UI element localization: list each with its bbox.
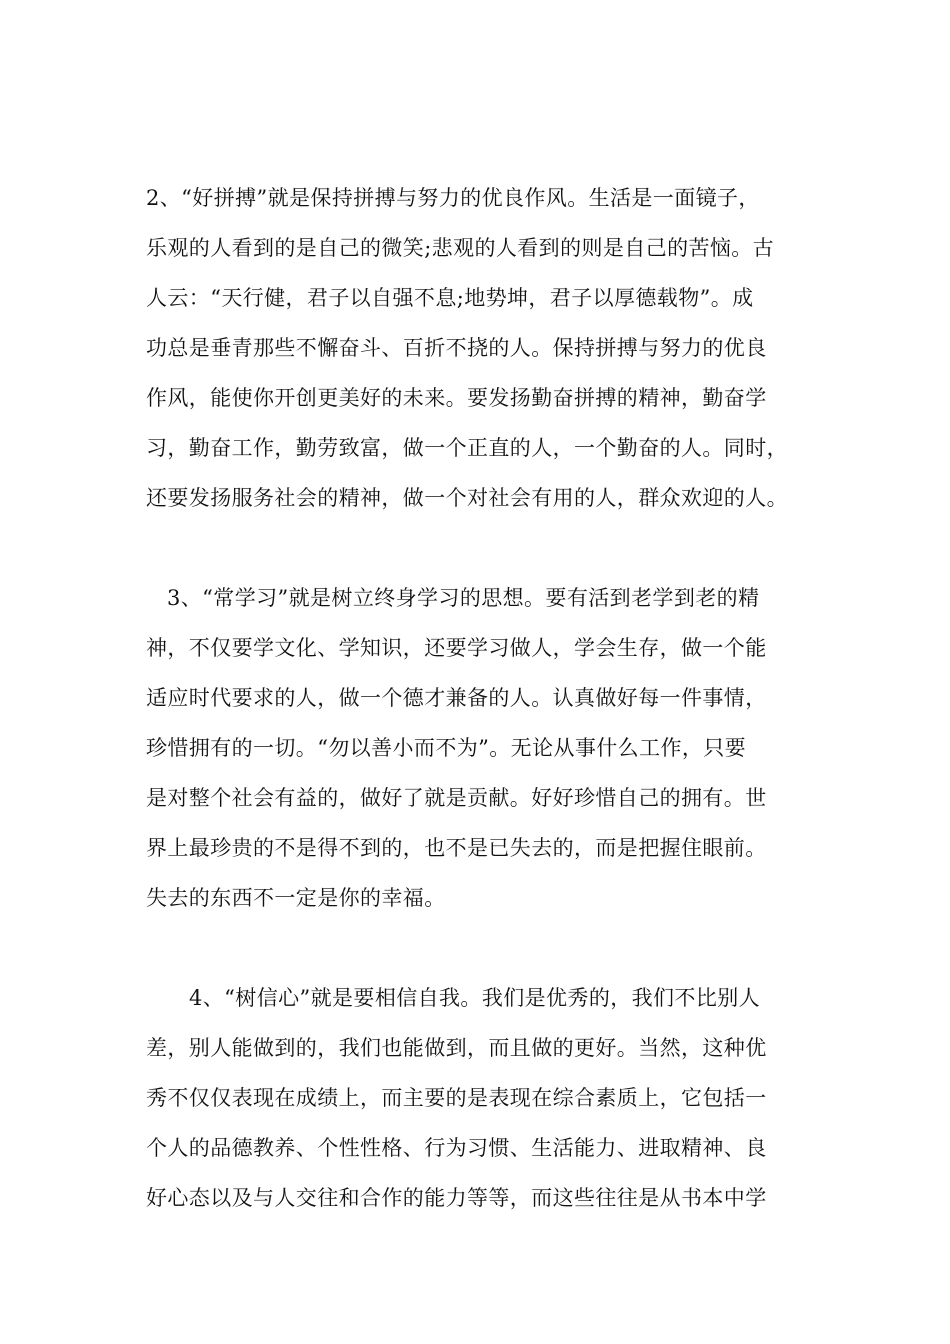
- text-line: 4、“树信心”就是要相信自我。我们是优秀的，我们不比别人: [189, 986, 761, 1010]
- text-line: 秀不仅仅表现在成绩上，而主要的是表现在综合素质上，它包括一: [146, 1086, 767, 1110]
- text-line: 个人的品德教养、个性性格、行为习惯、生活能力、进取精神、良: [146, 1136, 767, 1160]
- text-line: 作风，能使你开创更美好的未来。要发扬勤奋拼搏的精神，勤奋学: [146, 386, 767, 410]
- text-line: 3、“常学习”就是树立终身学习的思想。要有活到老学到老的精: [167, 586, 760, 610]
- text-line: 人云：“天行健，君子以自强不息;地势坤，君子以厚德载物”。成: [146, 286, 754, 310]
- text-line: 适应时代要求的人，做一个德才兼备的人。认真做好每一件事情，: [146, 686, 767, 710]
- text-line: 神，不仅要学文化、学知识，还要学习做人，学会生存，做一个能: [146, 636, 767, 660]
- text-line: 乐观的人看到的是自己的微笑;悲观的人看到的则是自己的苦恼。古: [146, 236, 775, 260]
- text-line: 好心态以及与人交往和合作的能力等等，而这些往往是从书本中学: [146, 1186, 767, 1210]
- text-line: 是对整个社会有益的，做好了就是贡献。好好珍惜自己的拥有。世: [146, 786, 767, 810]
- text-line: 差，别人能做到的，我们也能做到，而且做的更好。当然，这种优: [146, 1036, 767, 1060]
- text-line: 功总是垂青那些不懈奋斗、百折不挠的人。保持拼搏与努力的优良: [146, 336, 767, 360]
- text-line: 还要发扬服务社会的精神，做一个对社会有用的人，群众欢迎的人。: [146, 486, 788, 510]
- text-line: 珍惜拥有的一切。“勿以善小而不为”。无论从事什么工作，只要: [146, 736, 747, 760]
- text-line: 失去的东西不一定是你的幸福。: [146, 886, 446, 910]
- text-line: 习，勤奋工作，勤劳致富，做一个正直的人，一个勤奋的人。同时，: [146, 436, 788, 460]
- text-line: 界上最珍贵的不是得不到的，也不是已失去的，而是把握住眼前。: [146, 836, 767, 860]
- text-line: 2、“好拼搏”就是保持拼搏与努力的优良作风。生活是一面镜子，: [146, 186, 760, 210]
